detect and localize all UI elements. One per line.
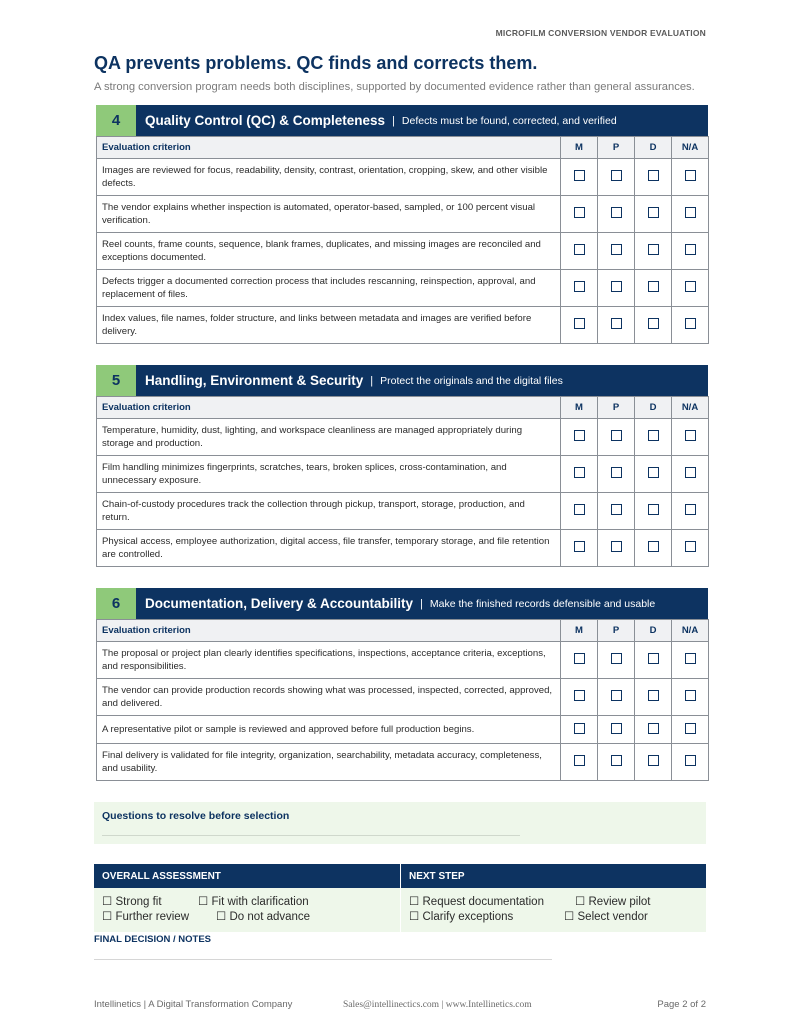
checkbox-d[interactable] bbox=[648, 281, 659, 292]
column-header-criterion: Evaluation criterion bbox=[97, 397, 561, 419]
section-title: Quality Control (QC) & Completeness bbox=[145, 113, 386, 128]
checkbox-d[interactable] bbox=[648, 541, 659, 552]
checkbox-p[interactable] bbox=[611, 755, 622, 766]
column-header-m: M bbox=[561, 397, 598, 419]
checkbox-p[interactable] bbox=[611, 430, 622, 441]
criterion-text: The vendor explains whether inspection is automated, operator-based, sampled, or 100 percent visual verification. bbox=[97, 196, 561, 233]
table-header-row bbox=[97, 620, 709, 642]
section-title: Documentation, Delivery & Accountability bbox=[145, 596, 414, 611]
table-row bbox=[97, 642, 709, 679]
table-row bbox=[97, 493, 709, 530]
rating-cell-p bbox=[598, 270, 635, 307]
rating-cell-d bbox=[635, 159, 672, 196]
criteria-table bbox=[96, 619, 709, 781]
checkbox-d[interactable] bbox=[648, 430, 659, 441]
overall-assessment-heading: OVERALL ASSESSMENT bbox=[94, 864, 400, 888]
rating-cell-na bbox=[672, 419, 709, 456]
final-decision-line[interactable] bbox=[94, 959, 552, 960]
rating-cell-m bbox=[561, 456, 598, 493]
option-clarify-exceptions[interactable]: ☐ Clarify exceptions bbox=[409, 911, 514, 923]
rating-cell-m bbox=[561, 307, 598, 344]
rating-cell-d bbox=[635, 642, 672, 679]
table-row bbox=[97, 744, 709, 781]
section-separator: | bbox=[392, 114, 395, 127]
checkbox-d[interactable] bbox=[648, 467, 659, 478]
section-header bbox=[96, 105, 708, 136]
checkbox-p[interactable] bbox=[611, 207, 622, 218]
rating-cell-na bbox=[672, 493, 709, 530]
checkbox-d[interactable] bbox=[648, 244, 659, 255]
checkbox-p[interactable] bbox=[611, 281, 622, 292]
table-row bbox=[97, 270, 709, 307]
questions-box bbox=[94, 802, 706, 844]
rating-cell-p bbox=[598, 493, 635, 530]
checkbox-p[interactable] bbox=[611, 467, 622, 478]
column-header-d: D bbox=[635, 397, 672, 419]
checkbox-m[interactable] bbox=[574, 755, 585, 766]
section-header bbox=[96, 365, 708, 396]
footer-contact: Sales@intellinectics.com | www.Intellinetics.com bbox=[343, 1000, 532, 1010]
checkbox-na[interactable] bbox=[685, 541, 696, 552]
checkbox-m[interactable] bbox=[574, 281, 585, 292]
option-review-pilot[interactable]: ☐ Review pilot bbox=[575, 896, 651, 908]
column-header-criterion: Evaluation criterion bbox=[97, 137, 561, 159]
rating-cell-m bbox=[561, 196, 598, 233]
checkbox-p[interactable] bbox=[611, 318, 622, 329]
column-header-na: N/A bbox=[672, 620, 709, 642]
column-header-p: P bbox=[598, 137, 635, 159]
checkbox-d[interactable] bbox=[648, 755, 659, 766]
checkbox-d[interactable] bbox=[648, 170, 659, 181]
checkbox-p[interactable] bbox=[611, 653, 622, 664]
checkbox-na[interactable] bbox=[685, 690, 696, 701]
criterion-text: Final delivery is validated for file integrity, organization, searchability, metadata accuracy, completeness, and usability. bbox=[97, 744, 561, 781]
final-decision-label: FINAL DECISION / NOTES bbox=[94, 934, 212, 945]
checkbox-m[interactable] bbox=[574, 504, 585, 515]
section-subtitle: Make the finished records defensible and usable bbox=[429, 597, 656, 610]
checkbox-m[interactable] bbox=[574, 318, 585, 329]
option-select-vendor[interactable]: ☐ Select vendor bbox=[564, 911, 648, 923]
table-row bbox=[97, 307, 709, 344]
checkbox-d[interactable] bbox=[648, 318, 659, 329]
rating-cell-p bbox=[598, 159, 635, 196]
rating-cell-p bbox=[598, 233, 635, 270]
checkbox-na[interactable] bbox=[685, 170, 696, 181]
criterion-text: Images are reviewed for focus, readability, density, contrast, orientation, cropping, skew, and other visible defects. bbox=[97, 159, 561, 196]
column-header-d: D bbox=[635, 137, 672, 159]
criterion-text: Reel counts, frame counts, sequence, blank frames, duplicates, and missing images are reconciled and exceptions documented. bbox=[97, 233, 561, 270]
criterion-text: Defects trigger a documented correction process that includes rescanning, reinspection, approval, and replacement of files. bbox=[97, 270, 561, 307]
rating-cell-p bbox=[598, 419, 635, 456]
rating-cell-m bbox=[561, 679, 598, 716]
checkbox-d[interactable] bbox=[648, 723, 659, 734]
section-separator: | bbox=[420, 597, 423, 610]
rating-cell-m bbox=[561, 493, 598, 530]
rating-cell-d bbox=[635, 716, 672, 744]
document-label: MICROFILM CONVERSION VENDOR EVALUATION bbox=[495, 28, 706, 38]
checkbox-d[interactable] bbox=[648, 207, 659, 218]
section-4 bbox=[96, 105, 708, 344]
rating-cell-d bbox=[635, 419, 672, 456]
checkbox-m[interactable] bbox=[574, 541, 585, 552]
rating-cell-na bbox=[672, 159, 709, 196]
rating-cell-p bbox=[598, 456, 635, 493]
option-fit-with-clarification[interactable]: ☐ Fit with clarification bbox=[198, 896, 309, 908]
rating-cell-d bbox=[635, 233, 672, 270]
option-do-not-advance[interactable]: ☐ Do not advance bbox=[216, 911, 311, 923]
rating-cell-d bbox=[635, 196, 672, 233]
checkbox-m[interactable] bbox=[574, 690, 585, 701]
checkbox-na[interactable] bbox=[685, 318, 696, 329]
rating-cell-p bbox=[598, 679, 635, 716]
next-step bbox=[400, 864, 706, 932]
rating-cell-na bbox=[672, 716, 709, 744]
page-title: QA prevents problems. QC finds and corrects them. bbox=[94, 53, 538, 73]
rating-cell-m bbox=[561, 159, 598, 196]
criterion-text: Temperature, humidity, dust, lighting, and workspace cleanliness are managed appropriately during storage and production. bbox=[97, 419, 561, 456]
criterion-text: The vendor can provide production records showing what was processed, inspected, corrected, approved, and delivered. bbox=[97, 679, 561, 716]
rating-cell-na bbox=[672, 270, 709, 307]
checkbox-na[interactable] bbox=[685, 723, 696, 734]
rating-cell-m bbox=[561, 270, 598, 307]
section-header bbox=[96, 588, 708, 619]
checkbox-na[interactable] bbox=[685, 244, 696, 255]
rating-cell-d bbox=[635, 744, 672, 781]
checkbox-p[interactable] bbox=[611, 170, 622, 181]
rating-cell-p bbox=[598, 307, 635, 344]
column-header-criterion: Evaluation criterion bbox=[97, 620, 561, 642]
checkbox-d[interactable] bbox=[648, 690, 659, 701]
checkbox-na[interactable] bbox=[685, 281, 696, 292]
table-row bbox=[97, 233, 709, 270]
criterion-text: The proposal or project plan clearly identifies specifications, inspections, acceptance criteria, exceptions, and responsibilities. bbox=[97, 642, 561, 679]
criteria-table bbox=[96, 396, 709, 567]
checkbox-p[interactable] bbox=[611, 541, 622, 552]
questions-label: Questions to resolve before selection bbox=[102, 810, 290, 822]
rating-cell-na bbox=[672, 456, 709, 493]
table-header-row bbox=[97, 397, 709, 419]
column-header-p: P bbox=[598, 620, 635, 642]
rating-cell-na bbox=[672, 530, 709, 567]
rating-cell-na bbox=[672, 679, 709, 716]
rating-cell-p bbox=[598, 716, 635, 744]
checkbox-p[interactable] bbox=[611, 504, 622, 515]
rating-cell-na bbox=[672, 642, 709, 679]
rating-cell-p bbox=[598, 642, 635, 679]
rating-cell-d bbox=[635, 456, 672, 493]
rating-cell-p bbox=[598, 744, 635, 781]
checkbox-p[interactable] bbox=[611, 690, 622, 701]
rating-cell-na bbox=[672, 233, 709, 270]
rating-cell-na bbox=[672, 307, 709, 344]
rating-cell-d bbox=[635, 679, 672, 716]
rating-cell-d bbox=[635, 307, 672, 344]
checkbox-d[interactable] bbox=[648, 504, 659, 515]
table-row bbox=[97, 159, 709, 196]
rating-cell-p bbox=[598, 530, 635, 567]
option-request-documentation[interactable]: ☐ Request documentation bbox=[409, 896, 544, 908]
table-row bbox=[97, 419, 709, 456]
questions-line[interactable] bbox=[102, 835, 520, 836]
checkbox-m[interactable] bbox=[574, 244, 585, 255]
checkbox-m[interactable] bbox=[574, 653, 585, 664]
criterion-text: Film handling minimizes fingerprints, scratches, tears, broken splices, cross-contamination, and unnecessary exposure. bbox=[97, 456, 561, 493]
section-title: Handling, Environment & Security bbox=[145, 373, 364, 388]
section-subtitle: Protect the originals and the digital files bbox=[380, 374, 563, 387]
table-row bbox=[97, 679, 709, 716]
rating-cell-na bbox=[672, 196, 709, 233]
column-header-m: M bbox=[561, 137, 598, 159]
criterion-text: Physical access, employee authorization, digital access, file transfer, temporary storage, and file retention are controlled. bbox=[97, 530, 561, 567]
option-further-review[interactable]: ☐ Further review bbox=[102, 911, 189, 923]
rating-cell-na bbox=[672, 744, 709, 781]
table-row bbox=[97, 456, 709, 493]
table-row bbox=[97, 716, 709, 744]
rating-cell-m bbox=[561, 716, 598, 744]
checkbox-d[interactable] bbox=[648, 653, 659, 664]
option-strong-fit[interactable]: ☐ Strong fit bbox=[102, 896, 162, 908]
checkbox-m[interactable] bbox=[574, 723, 585, 734]
checkbox-m[interactable] bbox=[574, 467, 585, 478]
checkbox-na[interactable] bbox=[685, 207, 696, 218]
checkbox-na[interactable] bbox=[685, 653, 696, 664]
section-6 bbox=[96, 588, 708, 781]
section-5 bbox=[96, 365, 708, 567]
column-header-p: P bbox=[598, 397, 635, 419]
column-header-m: M bbox=[561, 620, 598, 642]
section-number: 4 bbox=[96, 105, 136, 136]
column-header-na: N/A bbox=[672, 397, 709, 419]
checkbox-na[interactable] bbox=[685, 430, 696, 441]
table-row bbox=[97, 530, 709, 567]
rating-cell-d bbox=[635, 270, 672, 307]
criterion-text: Index values, file names, folder structure, and links between metadata and images are verified before delivery. bbox=[97, 307, 561, 344]
page-subtitle: A strong conversion program needs both disciplines, supported by documented evidence rather than general assurances. bbox=[94, 81, 695, 93]
table-header-row bbox=[97, 137, 709, 159]
checkbox-na[interactable] bbox=[685, 467, 696, 478]
next-step-heading: NEXT STEP bbox=[401, 864, 706, 888]
rating-cell-m bbox=[561, 744, 598, 781]
section-subtitle: Defects must be found, corrected, and verified bbox=[401, 114, 617, 127]
checkbox-na[interactable] bbox=[685, 755, 696, 766]
section-number: 6 bbox=[96, 588, 136, 619]
rating-cell-m bbox=[561, 642, 598, 679]
rating-cell-m bbox=[561, 419, 598, 456]
table-row bbox=[97, 196, 709, 233]
rating-cell-m bbox=[561, 530, 598, 567]
criterion-text: A representative pilot or sample is reviewed and approved before full production begins. bbox=[97, 716, 561, 744]
checkbox-p[interactable] bbox=[611, 723, 622, 734]
section-separator: | bbox=[370, 374, 374, 387]
checkbox-p[interactable] bbox=[611, 244, 622, 255]
overall-assessment bbox=[94, 864, 400, 932]
rating-cell-p bbox=[598, 196, 635, 233]
rating-cell-m bbox=[561, 233, 598, 270]
checkbox-m[interactable] bbox=[574, 430, 585, 441]
assessment-panel bbox=[94, 864, 706, 932]
checkbox-na[interactable] bbox=[685, 504, 696, 515]
criteria-table bbox=[96, 136, 709, 344]
criterion-text: Chain-of-custody procedures track the collection through pickup, transport, storage, production, and return. bbox=[97, 493, 561, 530]
section-number: 5 bbox=[96, 365, 136, 396]
column-header-d: D bbox=[635, 620, 672, 642]
rating-cell-d bbox=[635, 493, 672, 530]
rating-cell-d bbox=[635, 530, 672, 567]
column-header-na: N/A bbox=[672, 137, 709, 159]
footer-company: Intellinetics | A Digital Transformation Company bbox=[94, 999, 293, 1010]
footer-page-number: Page 2 of 2 bbox=[657, 999, 706, 1010]
checkbox-m[interactable] bbox=[574, 170, 585, 181]
checkbox-m[interactable] bbox=[574, 207, 585, 218]
